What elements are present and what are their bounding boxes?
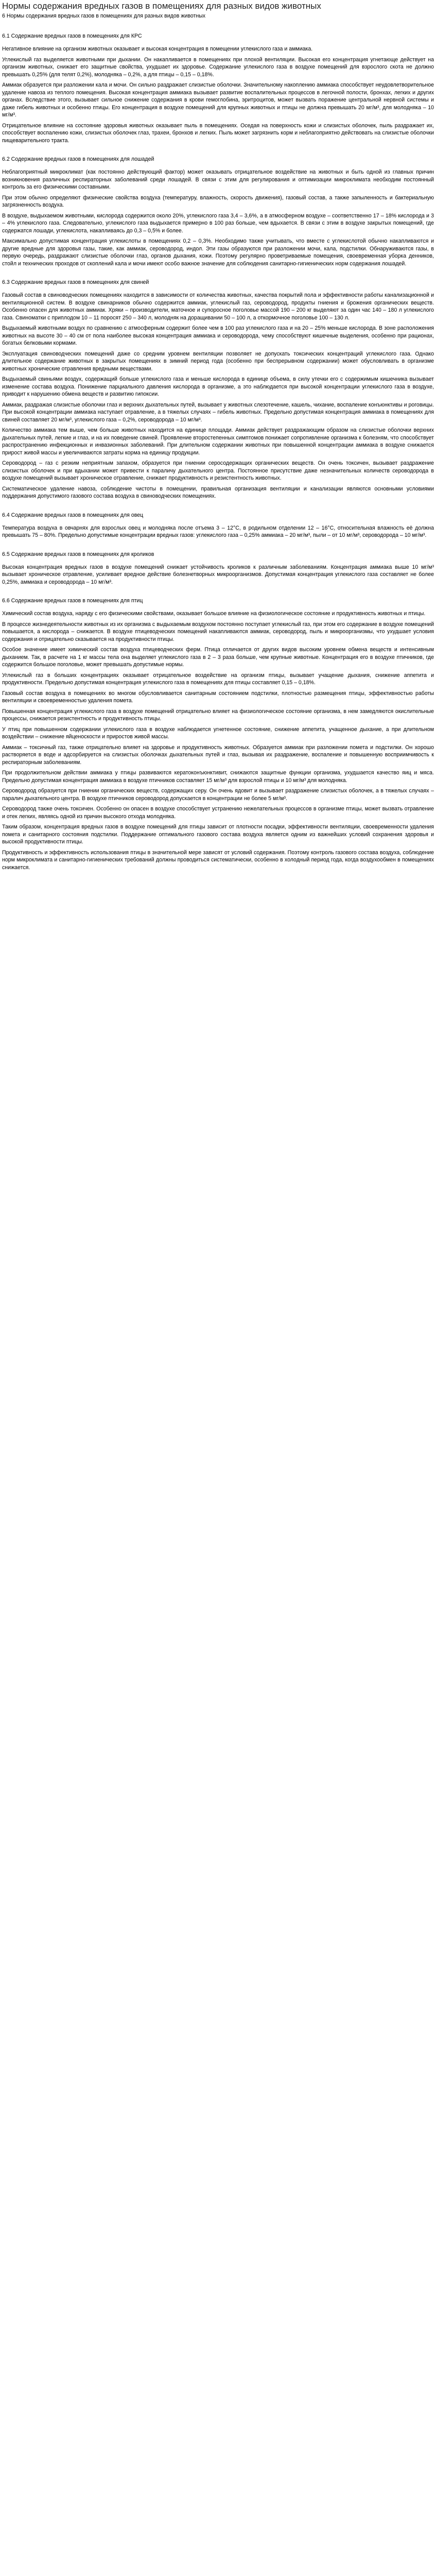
section-paragraph: Выдыхаемый животными воздух по сравнению с атмосферным содержит более чем в 100 раз углекислого газа и на 20 – 25% меньше кислорода. В зоне расположения животных на высоте 30 – 40 см от пола наиболее высокая концентрация аммиака и сероводорода, чему способствуют кишечные выделения, особенно при рационах, богатых белковыми кормами. — [2, 325, 434, 346]
section-paragraph: Выдыхаемый свиньями воздух, содержащий больше углекислого газа и меньше кислорода в единице объема, в силу утечки его с содержимым кишечника вызывает изменение состава воздуха. Понижение парциального давления кислорода в организме, а это наблюдается при высокой концентрации углекислого газа в воздухе, приводит к нарушению обмена веществ и развитию гипоксии. — [2, 376, 434, 397]
sections-container — [2, 32, 434, 871]
section — [2, 512, 434, 539]
section — [2, 551, 434, 586]
section-title: 6.6 Содержание вредных газов в помещениях для птиц — [2, 598, 143, 604]
section-paragraph: Таким образом, концентрация вредных газов в воздухе помещений для птицы зависит от плотности посадки, эффективности вентиляции, своевременности удаления помета и санитарного состояния подстилки. Поддержание оптимального газового состава воздуха является одним из важнейших условий сохранения здоровья и высокой продуктивности птицы. — [2, 824, 434, 845]
section-paragraph: Отрицательное влияние на состояние здоровья животных оказывает пыль в помещениях. Оседая на поверхность кожи и слизистых оболочек, пыль раздражает их, способствует воспалению кожи, слизистых оболочек глаз, трахеи, бронхов и легких. Пыль может загрязнить корм и неблагоприятно действовать на слизистые оболочки пищеварительного тракта. — [2, 122, 434, 144]
section-paragraph: Температура воздуха в овчарнях для взрослых овец и молодняка после отъема 3 – 12°С, в родильном отделении 12 – 16°С, относительная влажность её должна превышать 75 – 80%. Предельно допустимые концентрации вредных газов: углекислого газа – 0,25% аммиака – 20 мг/м³, пыли – от 10 мг/м³, сероводорода – 10 мг/м³. — [2, 524, 434, 538]
section-paragraph: Сероводород также очень токсичен. Особенно он опасен в воздухе способствует устранению нежелательных процессов в организме птицы, может вызвать отравление и отек легких, являясь одной из причин высокого отхода молодняка. — [2, 806, 434, 820]
section-paragraph: Количество аммиака тем выше, чем больше животных находится на единице площади. Аммиак действует раздражающим образом на слизистые оболочки верхних дыхательных путей, легкие и глаз, и на их поведение свиней. Проявление второстепенных симптомов понижает сопротивление организма к болезням, что способствует распространению инфекционных и инвазионных заболеваний. При длительном содержании животных при повышенной концентрации аммиака в воздухе снижается прирост живой массы и увеличиваются затраты корма на единицу продукции. — [2, 427, 434, 456]
section-paragraph: Аммиак – токсичный газ, также отрицательно влияет на здоровье и продуктивность животных. Образуется аммиак при разложении помета и подстилки. Он хорошо растворяется в воде и адсорбируется на слизистых оболочках дыхательных путей и глаз, вызывая их раздражение, воспаление и повышенную восприимчивость к респираторным заболеваниям. — [2, 744, 434, 766]
section-paragraph: В воздухе, выдыхаемом животными, кислорода содержится около 20%, углекислого газа 3,4 – 3,6%, а в атмосферном воздухе – соответственно 17 – 18% кислорода и 3 – 4% углекислого газа. Следовательно, углекислого газа выдыхается примерно в 100 раз больше, чем вдыхается. В связи с этим в воздухе закрытых помещений, где содержатся лошади, углекислота, накапливаясь до 0,3 – 0,5% и более. — [2, 212, 434, 234]
page-title: Нормы содержания вредных газов в помещениях для разных видов животных — [2, 1, 321, 11]
section-paragraph: При этом обычно определяют физические свойства воздуха (температуру, влажность, скорость движения), газовый состав, а также запыленность и бактериальную загрязненность воздуха. — [2, 194, 434, 208]
section-paragraph: Аммиак образуется при разложении кала и мочи. Он сильно раздражает слизистые оболочки. Значительному накоплению аммиака способствует неудовлетворительное удаление навоза из теплого помещения. Высокая концентрация аммиака вызывает развитие воспалительных процессов в легочной полости, бронхах, легких и других органах. Вследствие этого, вызывает сильное снижение содержания в крови гемоглобина, эритроцитов, может вызвать поражение центральной нервной системы и даже гибель животных и особенно птицы. Его концентрация в воздухе помещений для крупных животных и птицы не должна превышать 20 мг/м³, для молодняка – 10 мг/м³. — [2, 82, 434, 118]
section-title: 6.3 Содержание вредных газов в помещениях для свиней — [2, 279, 149, 285]
section-paragraph: Повышенная концентрация углекислого газа в воздухе помещений отрицательно влияет на физиологическое состояние организма, в нем замедляются окислительные процессы, снижается резистентность и продуктивность птицы. — [2, 708, 434, 722]
section-title: 6.4 Содержание вредных газов в помещениях для овец — [2, 512, 144, 518]
page-subtitle: 6 Нормы содержания вредных газов в помещениях для разных видов животных — [2, 13, 206, 19]
section-title: 6.1 Содержание вредных газов в помещениях для КРС — [2, 33, 142, 39]
section-paragraph: При продолжительном действии аммиака у птицы развиваются кератоконъюнктивит, снижаются защитные функции организма, ухудшается качество яиц и мяса. Предельно допустимая концентрация аммиака в воздухе птичников составляет 15 мг/м³ для взрослой птицы и 10 мг/м³ для молодняка. — [2, 770, 434, 784]
document-page — [0, 0, 436, 871]
section-paragraph: Эксплуатация свиноводческих помещений даже со средним уровнем вентиляции позволяет не допускать токсических концентраций углекислого газа. Однако длительное содержание животных в закрытых помещениях в зимний период года (особенно при беспрерывном содержании) может обусловливать в организме животных хронические отравления вредными веществами. — [2, 350, 434, 372]
section-paragraph: Аммиак, раздражая слизистые оболочки глаз и верхних дыхательных путей, вызывает у животных слезотечение, кашель, чихание, воспаление конъюнктивы и роговицы. При высокой концентрации аммиака наступает отравление, а в тяжелых случаях – гибель животных. Предельно допустимая концентрация аммиака в помещениях для свиней составляет 20 мг/м³, углекислого газа – 0,2%, сероводорода – 10 мг/м³. — [2, 401, 434, 423]
section-paragraph: Сероводород образуется при гниении органических веществ, содержащих серу. Он очень ядовит и вызывает раздражение слизистых оболочек, а в тяжелых случаях – паралич дыхательного центра. В воздухе птичников сероводород допускается в концентрации не более 5 мг/м³. — [2, 788, 434, 802]
section-paragraph: Высокая концентрация вредных газов в воздухе помещений снижает устойчивость кроликов к различным заболеваниям. Концентрация аммиака выше 10 мг/м³ вызывает хроническое отравление, усиливает вредное действие болезнетворных микроорганизмов. Допустимая концентрация углекислого газа составляет не более 0,25%, аммиака и сероводорода – 10 мг/м³. — [2, 564, 434, 585]
section-paragraph: Продуктивность и эффективность использования птицы в значительной мере зависят от условий содержания. Поэтому контроль газового состава воздуха, соблюдение норм микроклимата и санитарно-гигиенических требований должны проводиться систематически, особенно в холодный период года, когда воздухообмен в помещениях снижается. — [2, 849, 434, 871]
section-paragraph: Сероводород – газ с резким неприятным запахом, образуется при гниении серосодержащих органических веществ. Он очень токсичен, вызывает раздражение слизистых оболочек и при вдыхании может привести к параличу дыхательного центра. Постоянное присутствие даже незначительных количеств сероводорода в воздухе помещений вызывает хроническое отравление, снижает продуктивность и резистентность животных. — [2, 460, 434, 481]
section-title: 6.2 Содержание вредных газов в помещениях для лошадей — [2, 156, 154, 162]
section-paragraph: Особое значение имеет химический состав воздуха птицеводческих ферм. Птица отличается от других видов высоким уровнем обмена веществ и интенсивным дыханием. Так, в расчете на 1 кг массы тела она выделяет углекислого газа в 2 – 3 раза больше, чем крупные животные. Концентрация его в воздухе птичников, где содержится большое поголовье, может превышать допустимые нормы. — [2, 647, 434, 668]
section-paragraph: Негативное влияние на организм животных оказывает и высокая концентрация в помещении углекислого газа и аммиака. — [2, 46, 313, 52]
section-title: 6.5 Содержание вредных газов в помещениях для кроликов — [2, 551, 154, 557]
section — [2, 156, 434, 267]
section-paragraph: Углекислый газ выделяется животными при дыхании. Он накапливается в помещениях при плохой вентиляции. Высокая его концентрация угнетающе действует на организм животных, снижает его защитные свойства, ухудшает их здоровье. Содержание углекислого газа в воздухе помещений для взрослого скота не должно превышать 0,25% (для телят 0,2%), молодняка – 0,2%, а для птицы – 0,15 – 0,18%. — [2, 56, 434, 78]
section-paragraph: Газовый состав в свиноводческих помещениях находится в зависимости от количества животных, качества покрытий пола и эффективности работы канализационной и вентиляционной систем. В воздухе свинарников обычно содержится аммиак, углекислый газ, сероводород, продукты гниения и брожения органических веществ. Особенно опасен для животных аммиак. Хряки – производители, маточное и супоросное поголовье массой 190 – 200 кг выделяют за один час 140 – 180 л углекислого газа. Свиноматки с приплодом 10 – 11 поросят 250 – 340 л, молодняк на доращивании 50 – 100 л, а откормочное поголовье 100 – 130 л. — [2, 292, 434, 321]
section-paragraph: Максимально допустимая концентрация углекислоты в помещениях 0,2 – 0,3%. Необходимо также учитывать, что вместе с углекислотой обычно накапливаются и другие вредные для здоровья газы, такие, как аммиак, сероводород, индол. Эти газы образуются при разложении мочи, кала, подстилки. Обнаруживаются газы, в первую очередь, раздражают слизистые оболочки глаз, органов дыхания, кожи. Поэтому регулярно проветриваемые помещения, своевременная уборка денников, стойл и технических проходов от скоплений кала и мочи имеют особо важное значение для соблюдения санитарно-гигиенических норм содержания лошадей. — [2, 238, 434, 267]
section-paragraph: Углекислый газ в больших концентрациях оказывает отрицательное воздействие на организм птицы, вызывает учащение дыхания, снижение аппетита и продуктивности. Предельно допустимая концентрация углекислого газа в помещениях для птицы составляет 0,15 – 0,18%. — [2, 672, 434, 686]
section-paragraph: Неблагоприятный микроклимат (как постоянно действующий фактор) может оказывать отрицательное воздействие на животных и быть одной из главных причин возникновения различных респираторных заболеваний среди лошадей. В связи с этим для регулирования и оптимизации микроклимата необходим постоянный контроль за его физическими составными. — [2, 169, 434, 190]
section-paragraph: Газовый состав воздуха в помещениях во многом обусловливается санитарным состоянием подстилки, плотностью размещения птицы, эффективностью работы вентиляции и своевременностью удаления помета. — [2, 690, 434, 704]
section — [2, 279, 434, 500]
section — [2, 597, 434, 871]
section-paragraph: Систематическое удаление навоза, соблюдение чистоты в помещении, правильная организация вентиляции и канализации являются основными условиями поддержания допустимого газового состава воздуха в свиноводческих помещениях. — [2, 485, 434, 499]
section-paragraph: В процессе жизнедеятельности животных из их организма с выдыхаемым воздухом постоянно поступает углекислый газ, при этом его содержание в воздухе помещений повышается, а кислорода – снижается. В воздухе птицеводческих помещений накапливаются аммиак, сероводород, пыль и микроорганизмы, что ухудшает условия содержания и отрицательно сказывается на продуктивности птицы. — [2, 621, 434, 642]
section-paragraph: У птиц при повышенном содержании углекислого газа в воздухе наблюдается угнетенное состояние, снижение аппетита, учащенное дыхание, а при длительном воздействии – снижение яйценоскости и приростов живой массы. — [2, 726, 434, 740]
section-paragraph: Химический состав воздуха, наряду с его физическими свойствами, оказывает большое влияние на физиологическое состояние и продуктивность животных и птицы. — [2, 611, 426, 617]
section — [2, 32, 434, 144]
